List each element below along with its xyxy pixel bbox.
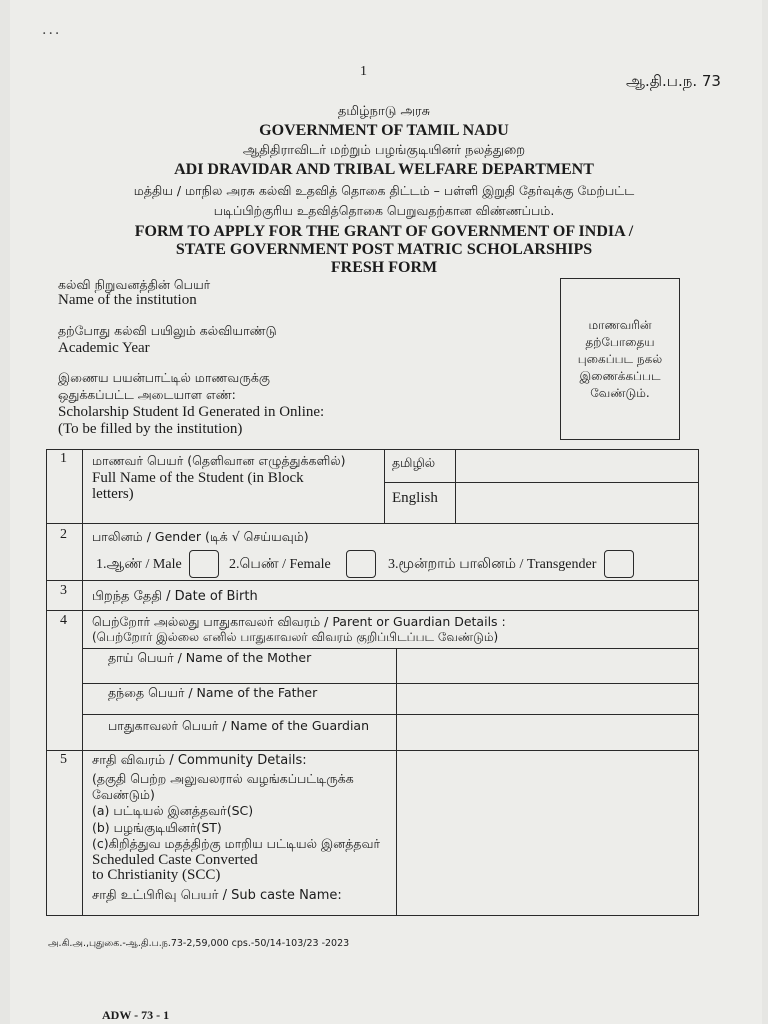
scheme-tamil-1: மத்திய / மாநில அரசு கல்வி உதவித் தொகை திட்டம் – பள்ளி இறுதி தேர்வுக்கு மேற்பட்ட bbox=[133, 183, 635, 198]
page-number: 1 bbox=[360, 64, 367, 79]
print-line: அ.கி.அ.,புதுகை.-ஆ.தி.ப.ந.73-2,59,000 cps.-50/14-103/23 -2023 bbox=[48, 938, 350, 949]
scheme-tamil-2: படிப்பிற்குரிய உதவித்தொகை பெறுவதற்கான விண்ணப்பம். bbox=[213, 203, 555, 218]
dob-input[interactable] bbox=[396, 582, 696, 608]
state-tamil: தமிழ்நாடு அரசு bbox=[337, 104, 431, 119]
gender-transgender-label: 3.மூன்றாம் பாலினம் / Transgender bbox=[388, 557, 597, 572]
community-heading: சாதி விவரம் / Community Details: bbox=[92, 753, 307, 768]
row-number-3: 3 bbox=[60, 583, 67, 598]
name-english-label: English bbox=[392, 490, 438, 506]
row-number-2: 2 bbox=[60, 527, 67, 542]
guardian-name-input[interactable] bbox=[398, 716, 696, 748]
father-name-input[interactable] bbox=[398, 685, 696, 712]
community-note-2: வேண்டும்) bbox=[92, 787, 155, 802]
community-option-scc-tamil: (c)கிறித்துவ மதத்திற்கு மாறிய பட்டியல் இனத்தவர் bbox=[92, 836, 381, 851]
row-number-1: 1 bbox=[60, 451, 67, 466]
parent-guardian-heading: பெற்றோர் அல்லது பாதுகாவலர் விவரம் / Parent or Guardian Details : bbox=[92, 614, 506, 629]
gender-male-label: 1.ஆண் / Male bbox=[96, 557, 182, 572]
name-tamil-label: தமிழில் bbox=[392, 455, 436, 470]
corner-dots: ... bbox=[42, 22, 62, 38]
gender-male-checkbox[interactable] bbox=[189, 550, 219, 578]
guardian-name-label: பாதுகாவலர் பெயர் / Name of the Guardian bbox=[108, 718, 370, 733]
dept-english: ADI DRAVIDAR AND TRIBAL WELFARE DEPARTMENT bbox=[174, 161, 594, 178]
photo-line-5: வேண்டும். bbox=[590, 386, 650, 400]
community-option-scc-english-1: Scheduled Caste Converted bbox=[92, 852, 258, 868]
student-name-label-english-1: Full Name of the Student (in Block bbox=[92, 470, 304, 486]
community-note-1: (தகுதி பெற்ற அலுவலரால் வழங்கப்பட்டிருக்க bbox=[92, 771, 354, 786]
dept-tamil: ஆதிதிராவிடர் மற்றும் பழங்குடியினர் நலத்துறை bbox=[242, 143, 526, 158]
bottom-code: ADW - 73 - 1 bbox=[102, 1008, 170, 1022]
form-title-2: STATE GOVERNMENT POST MATRIC SCHOLARSHIPS bbox=[175, 241, 593, 258]
mother-name-label: தாய் பெயர் / Name of the Mother bbox=[108, 650, 312, 665]
photo-line-4: இணைக்கப்பட bbox=[579, 369, 661, 383]
row-number-4: 4 bbox=[60, 613, 67, 628]
student-id-label-english-1: Scholarship Student Id Generated in Online: bbox=[58, 404, 325, 420]
institution-label-english: Name of the institution bbox=[58, 292, 197, 308]
student-id-label-tamil-1: இணைய பயன்பாட்டில் மாணவருக்கு bbox=[58, 370, 270, 385]
student-name-tamil-input[interactable] bbox=[457, 451, 697, 481]
photo-line-1: மாணவரின் bbox=[588, 318, 652, 332]
photo-line-2: தற்போதைய bbox=[585, 335, 655, 349]
student-name-label-english-2: letters) bbox=[92, 486, 134, 502]
community-option-sc: (a) பட்டியல் இனத்தவர்(SC) bbox=[92, 803, 254, 818]
dob-label: பிறந்த தேதி / Date of Birth bbox=[92, 589, 258, 604]
gender-transgender-checkbox[interactable] bbox=[604, 550, 634, 578]
community-input[interactable] bbox=[398, 752, 696, 914]
form-title-3: FRESH FORM bbox=[330, 259, 438, 276]
father-name-label: தந்தை பெயர் / Name of the Father bbox=[108, 685, 318, 700]
student-id-label-tamil-2: ஒதுக்கப்பட்ட அடையாள எண்: bbox=[58, 387, 236, 402]
form-title-1: FORM TO APPLY FOR THE GRANT OF GOVERNMENT OF INDIA / bbox=[134, 223, 634, 240]
gender-label: பாலினம் / Gender (டிக் √ செய்யவும்) bbox=[92, 529, 309, 544]
community-option-st: (b) பழங்குடியினர்(ST) bbox=[92, 820, 222, 835]
gender-female-checkbox[interactable] bbox=[346, 550, 376, 578]
academic-year-label-english: Academic Year bbox=[58, 340, 150, 356]
photo-line-3: புகைப்பட நகல் bbox=[577, 352, 663, 366]
state-english: GOVERNMENT OF TAMIL NADU bbox=[259, 122, 509, 139]
student-id-label-english-2: (To be filled by the institution) bbox=[58, 421, 243, 437]
subcaste-label: சாதி உட்பிரிவு பெயர் / Sub caste Name: bbox=[92, 888, 342, 903]
academic-year-label-tamil: தற்போது கல்வி பயிலும் கல்வியாண்டு bbox=[58, 323, 277, 338]
student-name-english-input[interactable] bbox=[457, 484, 697, 521]
form-code: ஆ.தி.ப.ந. 73 bbox=[626, 72, 721, 90]
gender-female-label: 2.பெண் / Female bbox=[229, 557, 331, 572]
community-option-scc-english-2: to Christianity (SCC) bbox=[92, 867, 221, 883]
mother-name-input[interactable] bbox=[398, 650, 696, 681]
row-number-5: 5 bbox=[60, 752, 67, 767]
parent-guardian-note: (பெற்றோர் இல்லை எனில் பாதுகாவலர் விவரம் குறிப்பிடப்பட வேண்டும்) bbox=[92, 630, 499, 644]
institution-label-tamil: கல்வி நிறுவனத்தின் பெயர் bbox=[58, 277, 211, 292]
student-name-label-tamil: மாணவர் பெயர் (தெளிவான எழுத்துக்களில்) bbox=[92, 453, 346, 468]
